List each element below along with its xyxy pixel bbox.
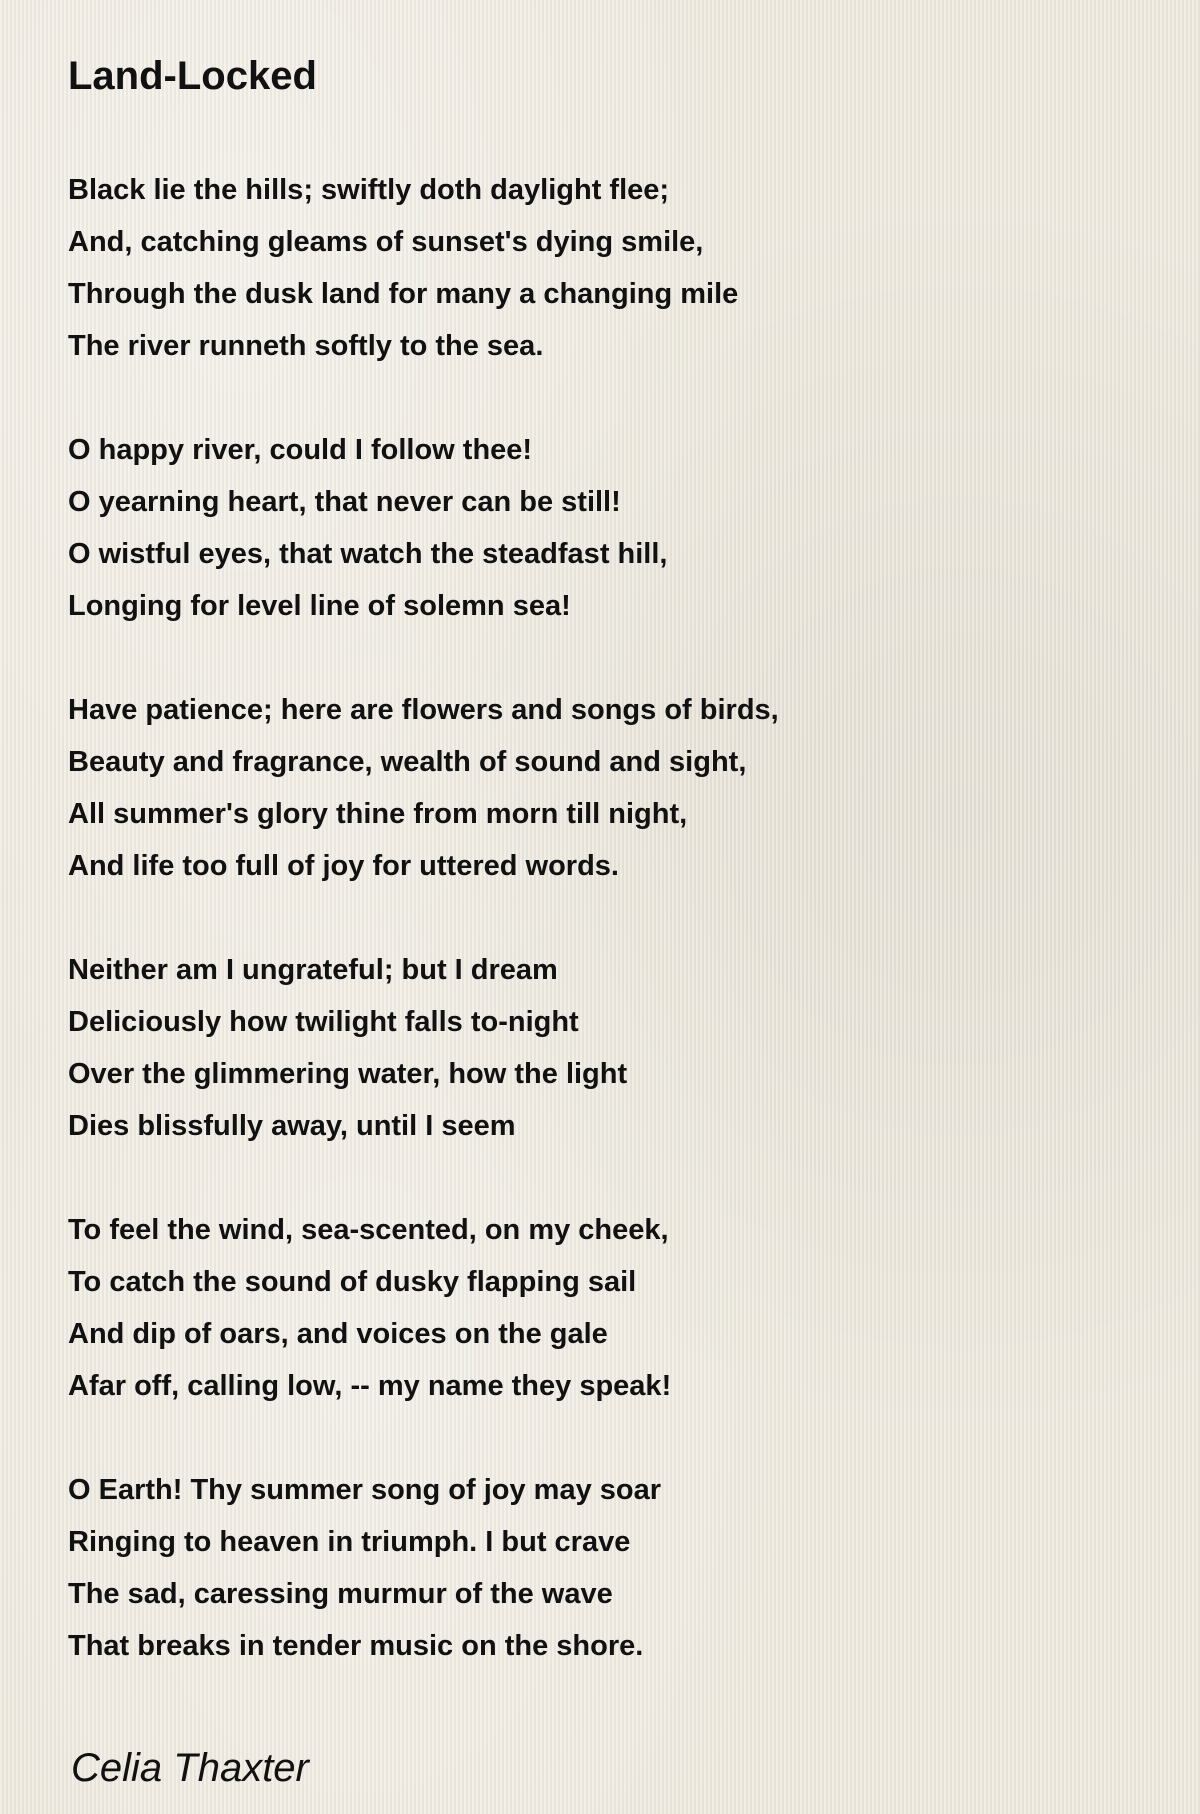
poem-line: And life too full of joy for uttered words. — [68, 850, 619, 882]
poem-line: Through the dusk land for many a changing mile — [68, 278, 739, 310]
poem-line: The river runneth softly to the sea. — [68, 330, 544, 362]
poem-line: And, catching gleams of sunset's dying smile, — [68, 226, 704, 258]
poem-line: Neither am I ungrateful; but I dream — [68, 954, 558, 986]
poem-line: Ringing to heaven in triumph. I but crave — [68, 1526, 631, 1558]
poem-line: To feel the wind, sea-scented, on my cheek, — [68, 1214, 669, 1246]
poem-line: Black lie the hills; swiftly doth daylight flee; — [68, 174, 670, 206]
poem-line: O happy river, could I follow thee! — [68, 434, 533, 466]
poem-line: O wistful eyes, that watch the steadfast hill, — [68, 538, 668, 570]
poem-line: Deliciously how twilight falls to-night — [68, 1006, 579, 1038]
poem-line: Over the glimmering water, how the light — [68, 1058, 628, 1090]
poem-author: Celia Thaxter — [71, 1746, 309, 1790]
poem-line: To catch the sound of dusky flapping sail — [68, 1266, 637, 1298]
stanza-5 — [68, 1204, 1148, 1412]
poem-line: Have patience; here are flowers and songs of birds, — [68, 694, 779, 726]
poem-container — [68, 50, 1148, 1794]
poem-line: Dies blissfully away, until I seem — [68, 1110, 516, 1142]
poem-title: Land-Locked — [68, 54, 317, 98]
poem-line: Beauty and fragrance, wealth of sound and sight, — [68, 746, 747, 778]
poem-line: That breaks in tender music on the shore. — [68, 1630, 644, 1662]
stanza-1 — [68, 164, 1148, 372]
poem-line: Afar off, calling low, -- my name they speak! — [68, 1370, 672, 1402]
stanza-3 — [68, 684, 1148, 892]
poem-line: And dip of oars, and voices on the gale — [68, 1318, 608, 1350]
stanza-4 — [68, 944, 1148, 1152]
stanza-6 — [68, 1464, 1148, 1672]
poem-line: The sad, caressing murmur of the wave — [68, 1578, 613, 1610]
poem-line: All summer's glory thine from morn till night, — [68, 798, 688, 830]
poem-line: O yearning heart, that never can be still! — [68, 486, 621, 518]
poem-line: O Earth! Thy summer song of joy may soar — [68, 1474, 662, 1506]
stanza-2 — [68, 424, 1148, 632]
poem-line: Longing for level line of solemn sea! — [68, 590, 571, 622]
